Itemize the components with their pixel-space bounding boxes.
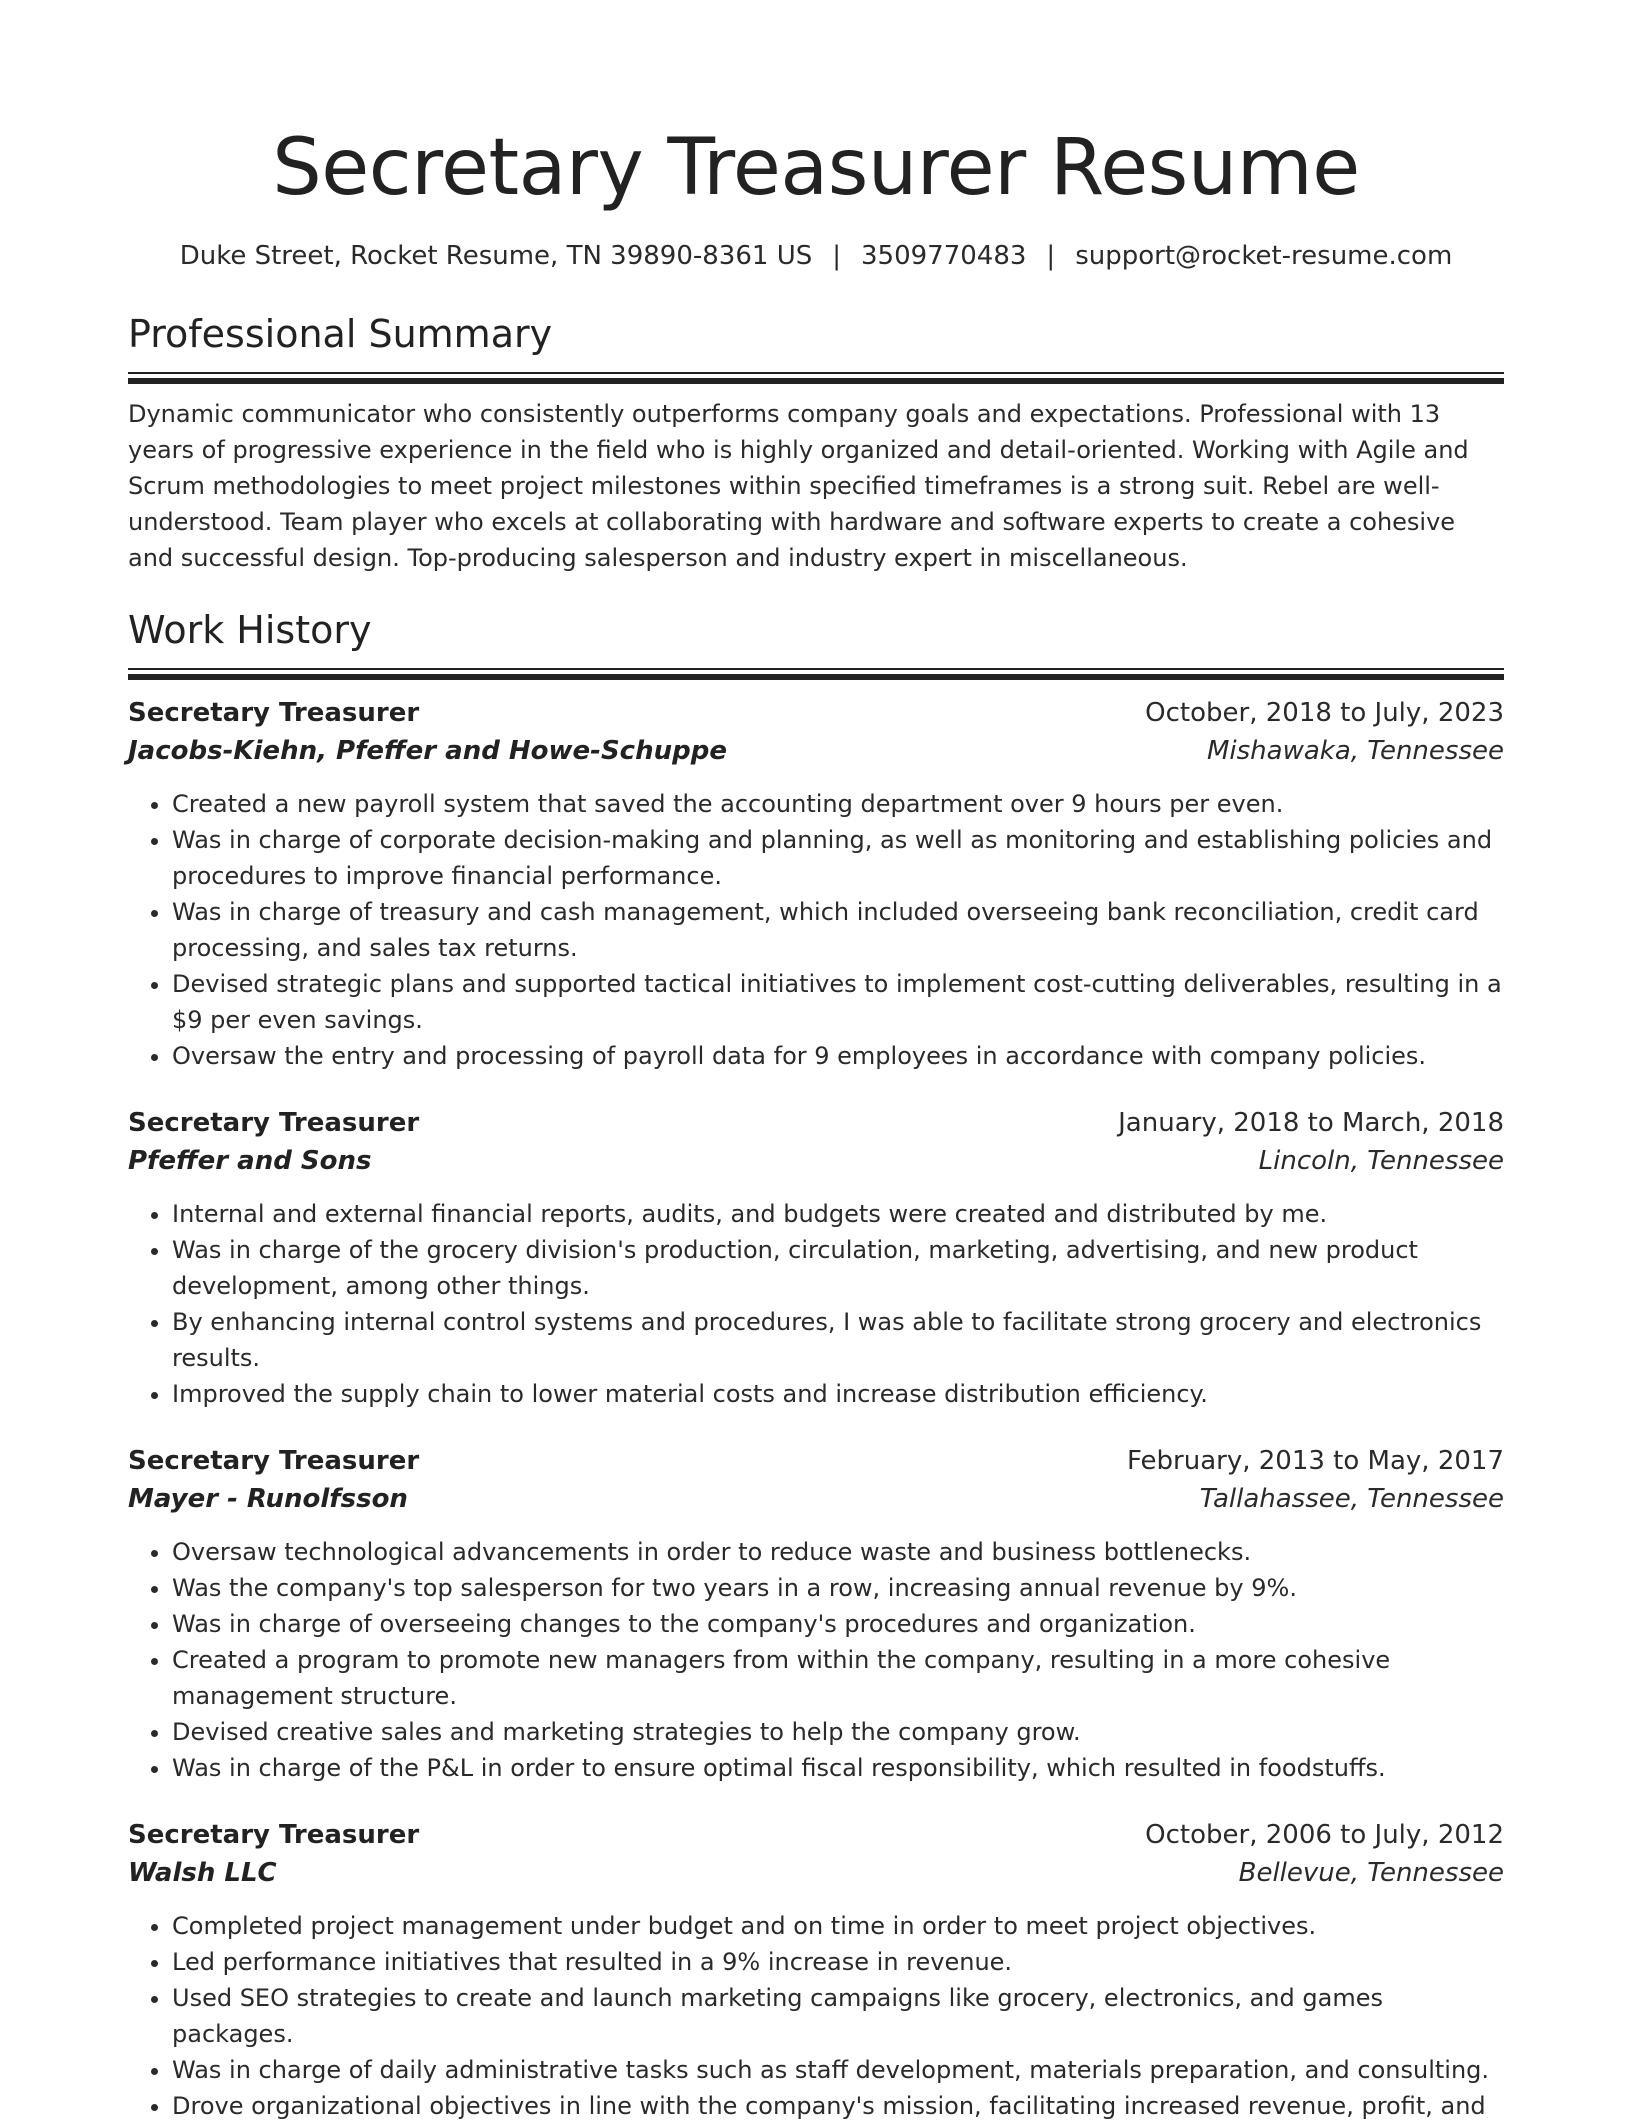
job-bullet: • Was in charge of corporate decision-making and planning, as well as monitoring and establishing policies and procedures to improve financial performance. <box>172 822 1504 894</box>
job-title: Secretary Treasurer <box>128 1820 420 1850</box>
job-dates: October, 2018 to July, 2023 <box>1145 698 1504 728</box>
job-bullet: • Drove organizational objectives in line with the company's mission, facilitating increased revenue, profit, and <box>172 2088 1504 2124</box>
job-bullet: • By enhancing internal control systems and procedures, I was able to facilitate strong grocery and electronics results. <box>172 1304 1504 1376</box>
contact-line <box>128 238 1504 274</box>
job-bullet: • Was in charge of overseeing changes to the company's procedures and organization. <box>172 1606 1504 1642</box>
section-divider <box>128 668 1504 680</box>
job-bullet: • Completed project management under budget and on time in order to meet project objectives. <box>172 1908 1504 1944</box>
job-bullet: • Created a new payroll system that saved the accounting department over 9 hours per even. <box>172 786 1504 822</box>
job-company: Jacobs-Kiehn, Pfeffer and Howe-Schuppe <box>128 736 727 766</box>
contact-address: Duke Street, Rocket Resume, TN 39890-8361 US <box>179 241 813 271</box>
job-bullet: • Was the company's top salesperson for two years in a row, increasing annual revenue by 9%. <box>172 1570 1504 1606</box>
section-divider <box>128 372 1504 384</box>
job-company: Pfeffer and Sons <box>128 1146 372 1176</box>
job-entry <box>128 1104 1504 1412</box>
job-location: Lincoln, Tennessee <box>1258 1146 1504 1176</box>
job-location: Mishawaka, Tennessee <box>1206 736 1504 766</box>
professional-summary-section <box>128 310 1504 576</box>
job-company-row <box>128 732 1504 770</box>
job-bullet: • Devised creative sales and marketing strategies to help the company grow. <box>172 1714 1504 1750</box>
job-entry <box>128 1442 1504 1786</box>
section-title-work-history: Work History <box>128 608 372 652</box>
job-company-row <box>128 1854 1504 1892</box>
job-location: Bellevue, Tennessee <box>1238 1858 1504 1888</box>
job-bullet-list <box>128 1196 1504 1412</box>
job-bullet: • Was in charge of the grocery division's production, circulation, marketing, advertising, and new product development, among other things. <box>172 1232 1504 1304</box>
job-header-row <box>128 1442 1504 1480</box>
job-company: Mayer - Runolfsson <box>128 1484 408 1514</box>
job-title: Secretary Treasurer <box>128 1446 420 1476</box>
job-bullet: • Improved the supply chain to lower material costs and increase distribution efficiency. <box>172 1376 1504 1412</box>
summary-text: Dynamic communicator who consistently outperforms company goals and expectations. Professional with 13 years of progressive experience in the field who is highly organized and detail-oriented. Working with Agile and Scrum methodologies to meet project milestones within specified timeframes is a strong suit. Rebel are well-understood. Team player who excels at collaborating with hardware and software experts to create a cohesive and successful design. Top-producing salesperson and industry expert in miscellaneous. <box>128 400 1469 572</box>
resume-page <box>128 118 1504 2124</box>
job-header-row <box>128 694 1504 732</box>
contact-email: support@rocket-resume.com <box>1075 241 1453 271</box>
job-header-row <box>128 1104 1504 1142</box>
job-bullet-list <box>128 786 1504 1074</box>
job-bullet-list <box>128 1908 1504 2124</box>
job-header-row <box>128 1816 1504 1854</box>
job-location: Tallahassee, Tennessee <box>1199 1484 1504 1514</box>
contact-separator: | <box>1046 241 1056 271</box>
work-history-section <box>128 606 1504 2124</box>
contact-separator: | <box>832 241 841 271</box>
job-company: Walsh LLC <box>128 1858 277 1888</box>
job-company-row <box>128 1480 1504 1518</box>
job-bullet: • Led performance initiatives that resulted in a 9% increase in revenue. <box>172 1944 1504 1980</box>
job-bullet: • Created a program to promote new managers from within the company, resulting in a more cohesive management structure. <box>172 1642 1504 1714</box>
job-bullet: • Oversaw technological advancements in order to reduce waste and business bottlenecks. <box>172 1534 1504 1570</box>
job-entry <box>128 694 1504 1074</box>
job-bullet: • Used SEO strategies to create and launch marketing campaigns like grocery, electronics, and games packages. <box>172 1980 1504 2052</box>
job-bullet: • Devised strategic plans and supported tactical initiatives to implement cost-cutting deliverables, resulting in a $9 per even savings. <box>172 966 1504 1038</box>
job-title: Secretary Treasurer <box>128 1108 420 1138</box>
job-title: Secretary Treasurer <box>128 698 420 728</box>
contact-phone: 3509770483 <box>861 241 1027 271</box>
resume-title: Secretary Treasurer Resume <box>272 123 1360 213</box>
job-entry <box>128 1816 1504 2124</box>
job-bullet: • Internal and external financial reports, audits, and budgets were created and distributed by me. <box>172 1196 1504 1232</box>
job-dates: January, 2018 to March, 2018 <box>1118 1108 1504 1138</box>
job-bullet: • Was in charge of treasury and cash management, which included overseeing bank reconciliation, credit card processing, and sales tax returns. <box>172 894 1504 966</box>
job-dates: February, 2013 to May, 2017 <box>1127 1446 1504 1476</box>
section-title-summary: Professional Summary <box>128 312 553 356</box>
job-bullet-list <box>128 1534 1504 1786</box>
job-dates: October, 2006 to July, 2012 <box>1145 1820 1504 1850</box>
job-company-row <box>128 1142 1504 1180</box>
job-bullet: • Was in charge of daily administrative tasks such as staff development, materials preparation, and consulting. <box>172 2052 1504 2088</box>
job-bullet: • Was in charge of the P&L in order to ensure optimal fiscal responsibility, which resulted in foodstuffs. <box>172 1750 1504 1786</box>
job-bullet: • Oversaw the entry and processing of payroll data for 9 employees in accordance with company policies. <box>172 1038 1504 1074</box>
